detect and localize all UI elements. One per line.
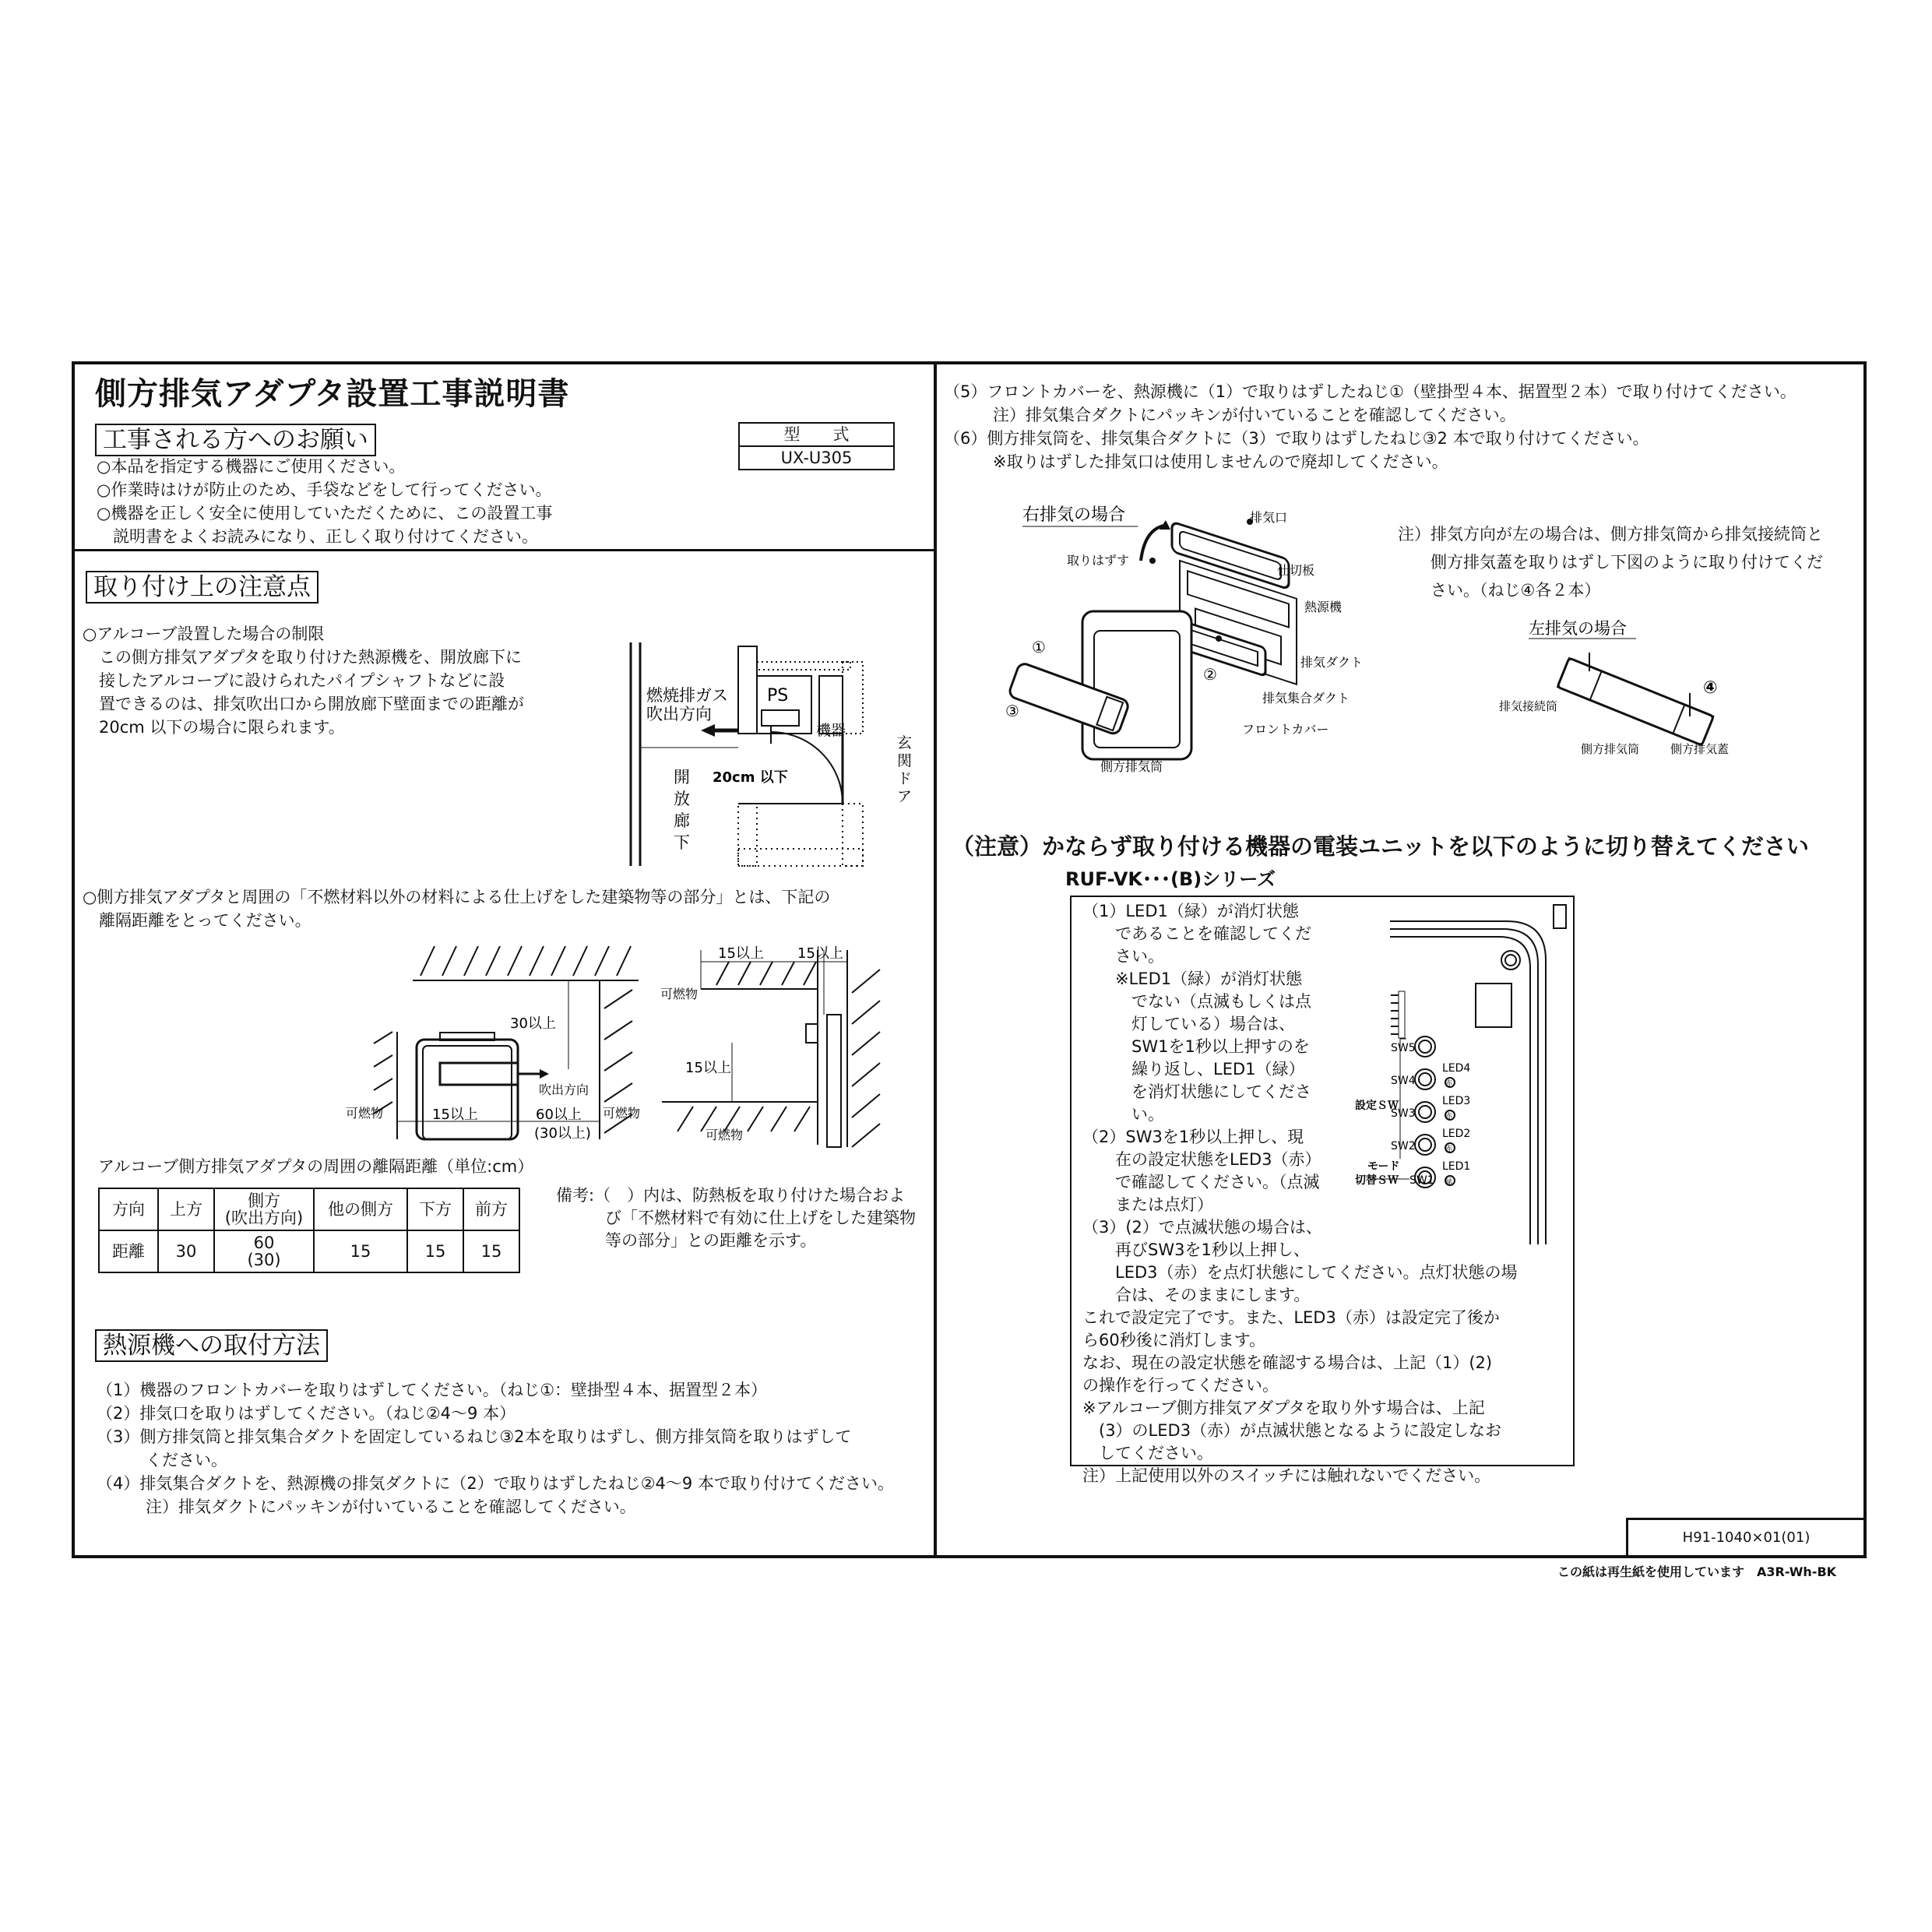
setting-line: してください。 xyxy=(1082,1444,1213,1462)
table-remarks xyxy=(556,1184,916,1252)
alcove-text xyxy=(83,622,524,739)
setting-line: い。 xyxy=(1082,1105,1164,1124)
setting-line: ら60秒後に消灯します。 xyxy=(1082,1331,1266,1350)
left-exhaust-caption: 左排気の場合 xyxy=(1529,619,1627,638)
alcove-line: この側方排気アダプタを取り付けた熱源機を、開放廊下に xyxy=(83,648,523,667)
alcove-plan-figure xyxy=(623,639,934,872)
exhaust-port-label: 排気口 xyxy=(1250,510,1288,525)
table-cell: 15 xyxy=(463,1230,519,1272)
model-value: UX-U305 xyxy=(740,445,893,469)
kanen-bottom-label: 可燃物 xyxy=(706,1128,744,1142)
install-step: （1）機器のフロントカバーを取りはずしてください。（ねじ①：壁掛型４本、据置型２本） xyxy=(97,1381,768,1399)
clearance-line: 離隔距離をとってください。 xyxy=(83,911,311,930)
mode-sw-label-2: 切替ＳＷ xyxy=(1355,1174,1399,1187)
setting-line: 合は、そのままにします。 xyxy=(1082,1286,1311,1304)
right-exhaust-caption: 右排気の場合 xyxy=(1022,505,1126,525)
setting-line: でない（点滅もしくは点 xyxy=(1082,992,1311,1011)
top-clearance-label: 30以上 xyxy=(510,1015,556,1032)
setting-line: 在の設定状態をLED3（赤） xyxy=(1082,1150,1321,1169)
heat-source-label: 熱源機 xyxy=(1304,600,1343,614)
right-step: ※取りはずした排気口は使用しませんので廃却してください。 xyxy=(944,452,1448,471)
table-row xyxy=(99,1188,519,1230)
table-header: 前方 xyxy=(463,1188,519,1230)
ps-label: PS xyxy=(767,686,789,706)
model-label: 型 式 xyxy=(783,425,850,444)
right-exhaust-figure xyxy=(985,498,1374,787)
page-title: 側方排気アダプタ設置工事説明書 xyxy=(95,376,570,412)
alcove-line: 接したアルコーブに設けられたパイプシャフトなどに設 xyxy=(83,671,505,690)
setting-line: (3）のLED3（赤）が点滅状態となるように設定しなお xyxy=(1082,1421,1502,1440)
install-step: ください。 xyxy=(97,1451,227,1469)
led2-label: LED2 xyxy=(1442,1128,1471,1140)
remark-line: び「不燃材料で有効に仕上げをした建築物 xyxy=(556,1209,916,1227)
top-clearance-label: 15以上 xyxy=(718,945,764,962)
table-cell: 60 (30) xyxy=(214,1230,314,1272)
left-exhaust-note xyxy=(1398,520,1823,604)
circuit-board-figure xyxy=(1355,902,1573,1248)
setting-line: ※LED1（緑）が消灯状態 xyxy=(1082,970,1303,988)
caution-heading: 取り付け上の注意点 xyxy=(86,571,318,604)
marker-3: ③ xyxy=(1005,702,1019,720)
install-steps xyxy=(97,1378,894,1519)
install-step: （3）側方排気筒と排気集合ダクトを固定しているねじ③2本を取りはずし、側方排気筒を取りはずして xyxy=(97,1427,852,1446)
left-exhaust-figure xyxy=(1499,615,1740,763)
rear-clearance-label: 15以上 xyxy=(797,945,843,962)
setting-line: さい。 xyxy=(1082,947,1164,966)
install-step: 注）排気ダクトにパッキンが付いていることを確認してください。 xyxy=(97,1497,636,1516)
right-step: 注）排気集合ダクトにパッキンが付いていることを確認してください。 xyxy=(944,406,1516,424)
side-clearance-label: 15以上 xyxy=(432,1107,478,1123)
alcove-line: 20cm 以下の場合に限られます。 xyxy=(83,718,345,737)
table-header: 上方 xyxy=(158,1188,214,1230)
kiki-label: 機器 xyxy=(816,722,846,739)
setting-line: （3）(2）で点滅状態の場合は、 xyxy=(1082,1218,1322,1237)
door-char: ア xyxy=(897,788,913,805)
request-line: ○本品を指定する機器にご使用ください。 xyxy=(97,457,406,476)
marker-1: ① xyxy=(1032,638,1046,656)
marker-2: ② xyxy=(1203,665,1217,684)
alcove-line: ○アルコーブ設置した場合の制限 xyxy=(83,625,325,643)
blow-clearance-label: 60以上 xyxy=(536,1107,582,1123)
setting-line: 灯している）場合は、 xyxy=(1082,1015,1295,1033)
corridor-char: 下 xyxy=(674,833,690,852)
install-step: （4）排気集合ダクトを、熱源機の排気ダクトに（2）で取りはずしたねじ②4～9 本で取り付けてください。 xyxy=(97,1474,894,1493)
header-divider xyxy=(72,549,935,551)
footer-note: この紙は再生紙を使用しています A3R-Wh-BK xyxy=(1557,1564,1837,1579)
kanen-left-label: 可燃物 xyxy=(346,1106,384,1121)
table-cell: 15 xyxy=(314,1230,407,1272)
install-heading: 熱源機への取付方法 xyxy=(95,1329,328,1362)
setting-line: ※アルコーブ側方排気アダプタを取り外す場合は、上記 xyxy=(1082,1399,1485,1417)
bottom-clearance-label: 15以上 xyxy=(685,1060,731,1076)
setting-line: を消灯状態にしてくださ xyxy=(1082,1082,1311,1101)
remove-label: 取りはずす xyxy=(1067,553,1130,568)
sw4-label: SW4 xyxy=(1391,1075,1416,1087)
kanen-right-label: 可燃物 xyxy=(603,1106,641,1121)
led1-label: LED1 xyxy=(1442,1160,1471,1173)
kanen-top-label: 可燃物 xyxy=(660,987,699,1001)
side-tube-label: 側方排気筒 xyxy=(1581,742,1640,756)
setting-line: なお、現在の設定状態を確認する場合は、上記（1）(2) xyxy=(1082,1353,1493,1372)
exhaust-label-1: 燃焼排ガス xyxy=(646,686,728,705)
table-row xyxy=(99,1230,519,1272)
request-heading: 工事される方へのお願い xyxy=(95,424,376,456)
series-label: RUF-VK･･･(B)シリーズ xyxy=(1065,868,1276,890)
request-line: ○機器を正しく安全に使用していただくために、この設置工事 xyxy=(97,504,553,523)
note-line: 注）排気方向が左の場合は、側方排気筒から排気接続筒と xyxy=(1398,525,1823,544)
table-cell: 距離 xyxy=(99,1230,158,1272)
right-step: （6）側方排気筒を、排気集合ダクトに（3）で取りはずしたねじ③2 本で取り付けてください。 xyxy=(944,429,1649,448)
setting-line: または点灯） xyxy=(1082,1195,1213,1214)
table-caption: アルコーブ側方排気アダプタの周囲の離隔距離（単位:cm） xyxy=(98,1157,534,1176)
connect-tube-label: 排気接続筒 xyxy=(1499,699,1558,713)
partition-label: 仕切板 xyxy=(1277,563,1315,578)
sw3-label: SW3 xyxy=(1391,1107,1416,1120)
right-steps xyxy=(944,380,1797,473)
exhaust-label-2: 吹出方向 xyxy=(646,705,712,723)
sw1-label: SW1 xyxy=(1409,1174,1434,1187)
right-step: （5）フロントカバーを、熱源機に（1）で取りはずしたねじ①（壁掛型４本、据置型２本）で取り付けてください。 xyxy=(944,382,1797,401)
remark-line: 備考:（ ）内は、防熱板を取り付けた場合およ xyxy=(556,1186,906,1205)
setting-line: で確認してください。（点滅 xyxy=(1082,1173,1320,1191)
setting-line: （2）SW3を1秒以上押し、現 xyxy=(1082,1128,1304,1146)
request-list xyxy=(97,455,552,548)
setting-sw-label: 設定ＳＷ xyxy=(1355,1100,1399,1112)
clearance-line: ○側方排気アダプタと周囲の「不燃材料以外の材料による仕上げをした建築物等の部分」とは、下記の xyxy=(83,888,831,906)
model-box xyxy=(738,422,895,470)
exhaust-duct-label: 排気ダクト xyxy=(1300,655,1364,670)
setting-line: の操作を行ってください。 xyxy=(1082,1376,1279,1395)
column-divider xyxy=(934,361,937,1558)
setting-line: LED3（赤）を点灯状態にしてください。点灯状態の場 xyxy=(1082,1263,1518,1282)
table-header: 側方 (吹出方向) xyxy=(214,1188,314,1230)
setting-line: 注）上記使用以外のスイッチには触れないでください。 xyxy=(1082,1466,1491,1485)
table-header: 下方 xyxy=(407,1188,463,1230)
install-step: （2）排気口を取りはずしてください。（ねじ②4～9 本） xyxy=(97,1404,516,1423)
led1-color: 緑 xyxy=(1445,1178,1453,1186)
mode-sw-label-1: モード xyxy=(1367,1160,1400,1173)
setting-line: これで設定完了です。また、LED3（赤）は設定完了後か xyxy=(1082,1308,1500,1327)
door-char: 玄 xyxy=(897,734,913,751)
door-char: ド xyxy=(897,770,913,787)
document-code: H91-1040×01(01) xyxy=(1626,1518,1864,1557)
sw2-label: SW2 xyxy=(1391,1140,1416,1153)
corridor-char: 放 xyxy=(674,790,690,808)
clearance-text xyxy=(83,885,830,932)
setting-line: （1）LED1（緑）が消灯状態 xyxy=(1082,902,1299,920)
distance-label: 20cm 以下 xyxy=(713,769,788,786)
led3-color: 赤 xyxy=(1445,1113,1453,1121)
clearance-side-figure xyxy=(654,946,903,1153)
led4-label: LED4 xyxy=(1442,1062,1471,1075)
attention-heading: （注意）かならず取り付ける機器の電装ユニットを以下のように切り替えてください xyxy=(952,833,1809,860)
side-lid-label: 側方排気蓋 xyxy=(1670,742,1730,756)
front-cover-label: フロントカバー xyxy=(1242,722,1329,737)
remark-line: 等の部分」との距離を示す。 xyxy=(556,1231,817,1250)
alcove-line: 置できるのは、排気吹出口から開放廊下壁面までの距離が xyxy=(83,695,524,713)
table-header: 方向 xyxy=(99,1188,158,1230)
blow-direction-label: 吹出方向 xyxy=(539,1082,589,1097)
note-line: さい。（ねじ④各２本） xyxy=(1398,581,1601,600)
table-cell: 15 xyxy=(407,1230,463,1272)
marker-4: ④ xyxy=(1703,678,1718,698)
sw5-label: SW5 xyxy=(1391,1042,1416,1054)
blow-clearance-shield-label: (30以上) xyxy=(534,1125,591,1142)
setting-line: であることを確認してくだ xyxy=(1082,924,1311,943)
note-line: 側方排気蓋を取りはずし下図のように取り付けてくだ xyxy=(1398,553,1823,572)
side-tube-label: 側方排気筒 xyxy=(1100,759,1163,774)
led4-color: 赤 xyxy=(1445,1080,1453,1088)
request-line: ○作業時はけが防止のため、手袋などをして行ってください。 xyxy=(97,480,552,499)
led3-label: LED3 xyxy=(1442,1095,1471,1107)
table-header: 他の側方 xyxy=(314,1188,407,1230)
door-char: 関 xyxy=(897,752,913,769)
clearance-elevation-figure xyxy=(343,938,654,1149)
collect-duct-label: 排気集合ダクト xyxy=(1262,691,1350,706)
corridor-char: 開 xyxy=(674,768,690,787)
setting-line: 再びSW3を1秒以上押し、 xyxy=(1082,1240,1310,1259)
clearance-table xyxy=(98,1188,520,1273)
table-cell: 30 xyxy=(158,1230,214,1272)
setting-line: 繰り返し、LED1（緑） xyxy=(1082,1060,1305,1079)
led2-color: 赤 xyxy=(1445,1145,1453,1153)
corridor-char: 廊 xyxy=(674,811,690,830)
request-line: 説明書をよくお読みになり、正しく取り付けてください。 xyxy=(97,527,538,546)
setting-line: SW1を1秒以上押すのを xyxy=(1082,1037,1310,1056)
